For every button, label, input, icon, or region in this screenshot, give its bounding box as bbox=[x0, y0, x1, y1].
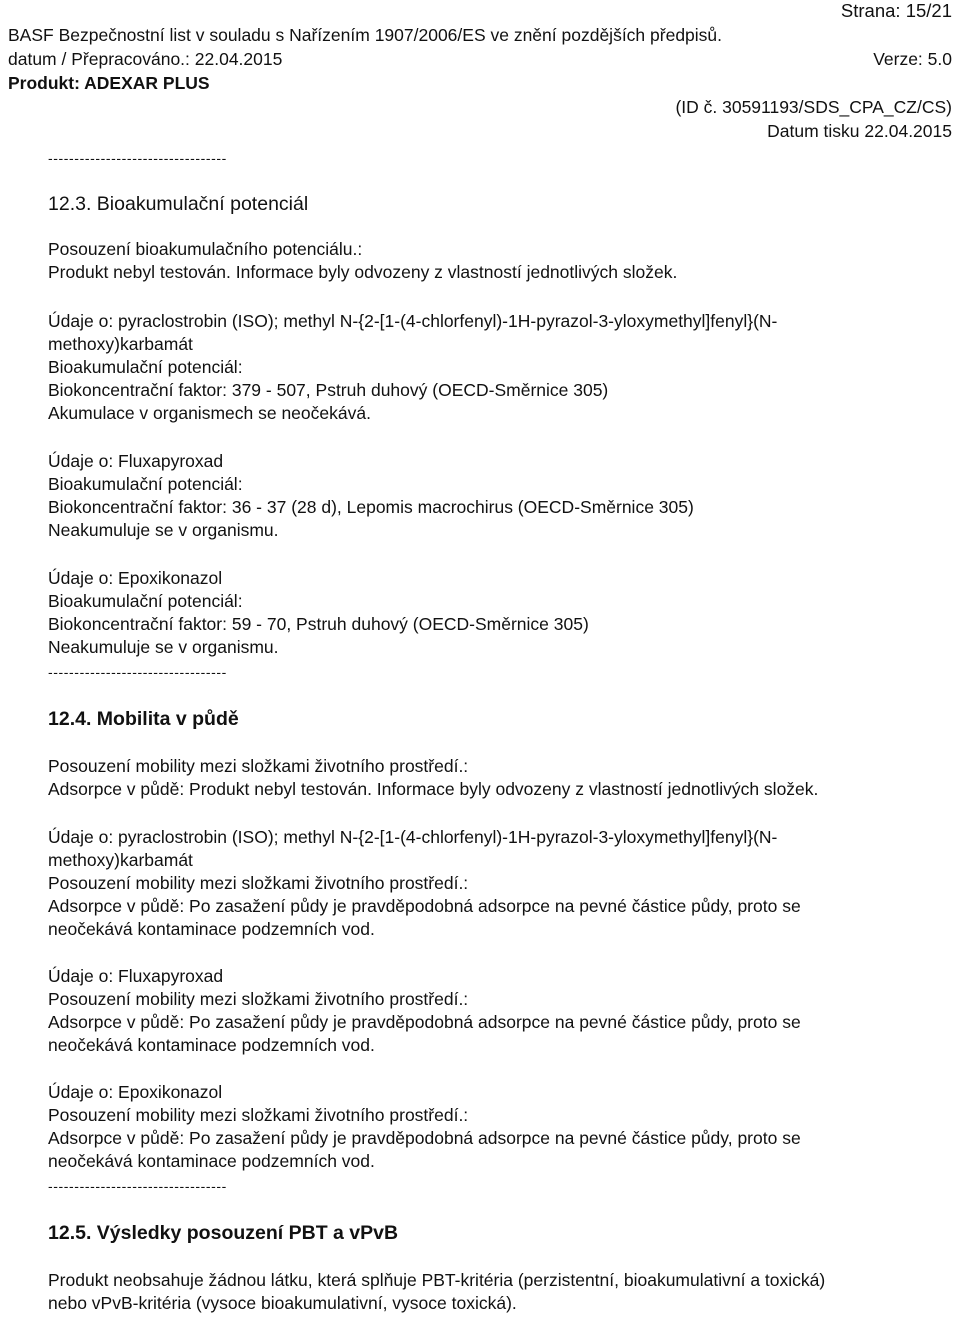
mobility-text: Adsorpce v půdě: Po zasažení půdy je pravděpodobná adsorpce na pevné částice půdy, proto se bbox=[48, 1012, 801, 1032]
mobility-text: Adsorpce v půdě: Po zasažení půdy je pravděpodobná adsorpce na pevné částice půdy, proto se bbox=[48, 896, 801, 916]
bcf-value: Biokoncentrační faktor: 36 - 37 (28 d), Lepomis macrochirus (OECD-Směrnice 305) bbox=[48, 497, 694, 517]
print-date: Datum tisku 22.04.2015 bbox=[767, 121, 952, 141]
document-title: BASF Bezpečnostní list v souladu s Nařízením 1907/2006/ES ve znění pozdějších předpisů. bbox=[8, 25, 723, 45]
assessment-text: Adsorpce v půdě: Produkt nebyl testován. Informace byly odvozeny z vlastností jednotlivých složek. bbox=[48, 779, 819, 799]
section-heading-12-5 bbox=[48, 1221, 398, 1245]
bioaccumulation-label: Bioakumulační potenciál: bbox=[48, 357, 243, 377]
section-number: 12.4. bbox=[48, 708, 92, 730]
product-name: Produkt: ADEXAR PLUS bbox=[8, 73, 210, 93]
separator: ---------------------------------- bbox=[48, 664, 227, 680]
mobility-text-cont: neočekává kontaminace podzemních vod. bbox=[48, 919, 375, 939]
separator: ---------------------------------- bbox=[48, 1178, 227, 1194]
substance-about: Údaje o: Fluxapyroxad bbox=[48, 451, 224, 471]
section-title: Výsledky posouzení PBT a vPvB bbox=[96, 1222, 399, 1244]
assessment-text: Produkt nebyl testován. Informace byly odvozeny z vlastností jednotlivých složek. bbox=[48, 262, 678, 282]
assessment-label: Posouzení bioakumulačního potenciálu.: bbox=[48, 239, 363, 259]
section-number: 12.5. bbox=[48, 1222, 92, 1244]
substance-about: Údaje o: Fluxapyroxad bbox=[48, 966, 224, 986]
bioaccumulation-note: Akumulace v organismech se neočekává. bbox=[48, 403, 371, 423]
page-number: Strana: 15/21 bbox=[840, 0, 952, 21]
bcf-value: Biokoncentrační faktor: 379 - 507, Pstruh duhový (OECD-Směrnice 305) bbox=[48, 380, 609, 400]
mobility-label: Posouzení mobility mezi složkami životního prostředí.: bbox=[48, 1105, 469, 1125]
document-id: (ID č. 30591193/SDS_CPA_CZ/CS) bbox=[675, 97, 952, 117]
pbt-text-cont: nebo vPvB-kritéria (vysoce bioakumulativní, vysoce toxická). bbox=[48, 1293, 517, 1313]
mobility-text-cont: neočekává kontaminace podzemních vod. bbox=[48, 1151, 375, 1171]
section-number: 12.3. bbox=[48, 193, 92, 215]
section-title: Mobilita v půdě bbox=[96, 708, 239, 730]
section-title: Bioakumulační potenciál bbox=[96, 193, 309, 215]
substance-about-cont: methoxy)karbamát bbox=[48, 334, 193, 354]
substance-about: Údaje o: pyraclostrobin (ISO); methyl N-{2-[1-(4-chlorfenyl)-1H-pyrazol-3-yloxymethyl]fenyl}(N- bbox=[48, 311, 778, 331]
mobility-label: Posouzení mobility mezi složkami životního prostředí.: bbox=[48, 989, 469, 1009]
mobility-label: Posouzení mobility mezi složkami životního prostředí.: bbox=[48, 873, 469, 893]
substance-about: Údaje o: Epoxikonazol bbox=[48, 568, 223, 588]
revision-date: datum / Přepracováno.: 22.04.2015 bbox=[8, 49, 283, 69]
bcf-value: Biokoncentrační faktor: 59 - 70, Pstruh duhový (OECD-Směrnice 305) bbox=[48, 614, 589, 634]
substance-about: Údaje o: pyraclostrobin (ISO); methyl N-{2-[1-(4-chlorfenyl)-1H-pyrazol-3-yloxymethyl]fenyl}(N- bbox=[48, 827, 778, 847]
version: Verze: 5.0 bbox=[873, 49, 952, 69]
pbt-text: Produkt neobsahuje žádnou látku, která splňuje PBT-kritéria (perzistentní, bioakumulativní a toxická) bbox=[48, 1270, 826, 1290]
section-heading-12-4 bbox=[48, 707, 239, 731]
mobility-text-cont: neočekává kontaminace podzemních vod. bbox=[48, 1035, 375, 1055]
section-heading-12-3 bbox=[48, 192, 308, 216]
substance-about: Údaje o: Epoxikonazol bbox=[48, 1082, 223, 1102]
bioaccumulation-label: Bioakumulační potenciál: bbox=[48, 591, 243, 611]
bioaccumulation-note: Neakumuluje se v organismu. bbox=[48, 520, 279, 540]
bioaccumulation-label: Bioakumulační potenciál: bbox=[48, 474, 243, 494]
substance-about-cont: methoxy)karbamát bbox=[48, 850, 193, 870]
bioaccumulation-note: Neakumuluje se v organismu. bbox=[48, 637, 279, 657]
separator: ---------------------------------- bbox=[48, 150, 227, 166]
assessment-label: Posouzení mobility mezi složkami životního prostředí.: bbox=[48, 756, 469, 776]
mobility-text: Adsorpce v půdě: Po zasažení půdy je pravděpodobná adsorpce na pevné částice půdy, proto se bbox=[48, 1128, 801, 1148]
